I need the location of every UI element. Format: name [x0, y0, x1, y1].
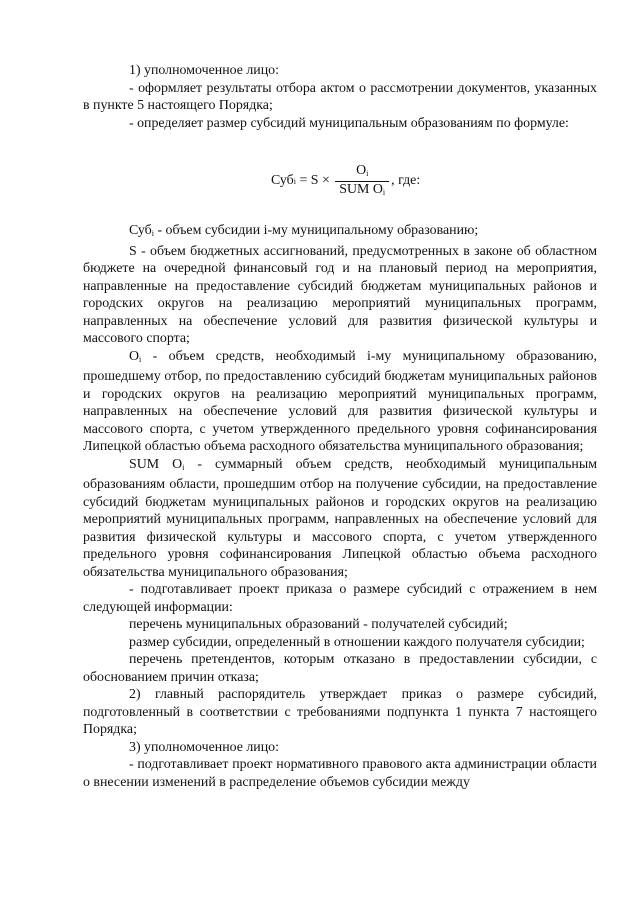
paragraph-3: - определяет размер субсидий муниципальным образованиям по формуле:	[129, 115, 569, 131]
formula-equals: = S ×	[295, 173, 334, 188]
paragraph-order: - подготавливает проект приказа о размере субсидий с отражением в нем следующей информации:	[83, 582, 597, 615]
paragraph-approval: 2) главный распорядитель утверждает приказ о размере субсидий, подготовленный в соответствии с требованиями подпункта 1 пункта 7 настоящего Порядка;	[83, 687, 597, 737]
paragraph-draft: - подготавливает проект нормативного правового акта администрации области о внесении изменений в распределение объемов субсидии между	[83, 757, 597, 790]
paragraph-amount: размер субсидии, определенный в отношении каждого получателя субсидии;	[129, 634, 585, 650]
paragraph-authorized: 3) уполномоченное лицо:	[129, 739, 279, 755]
formula-tail: , где:	[391, 173, 421, 188]
definition-s: S - объем бюджетных ассигнований, предусмотренных в законе об областном бюджете на очередной финансовый год и на плановый период на мероприятия, направленные на предоставление субсидий бюджетам муниципальных районов и городских округов на реализацию мероприятий муниципальных программ, направленных на обеспечение условий для развития физической культуры и массового спорта;	[83, 243, 597, 346]
paragraph-1: 1) уполномоченное лицо:	[129, 63, 279, 78]
formula-fraction	[335, 163, 389, 200]
subsidy-formula	[271, 163, 420, 199]
paragraph-2: - оформляет результаты отбора актом о рассмотрении документов, указанных в пункте 5 настоящего Порядка;	[83, 80, 597, 113]
formula-block	[83, 132, 597, 222]
formula-lhs-index: i	[293, 176, 296, 186]
paragraph-refused: перечень претендентов, которым отказано в предоставлении субсидии, с обоснованием причин отказа;	[83, 652, 597, 685]
formula-numerator: $O_i$	[356, 162, 369, 178]
formula-denominator: SUM $O_i$	[335, 181, 389, 200]
definition-sub: Суб$_i$ - объем субсидии i-му муниципальному образованию;	[129, 223, 479, 238]
document-body	[83, 62, 597, 791]
definition-o: $O_i$ - объем средств, необходимый i-му муниципальному образованию, прошедшему отбор, по предоставлению субсидий бюджетам муниципальных районов и городских округов на реализацию мероприятий муниципальных программ, направленных на обеспечение условий для развития физической культуры и массового спорта, с учетом утвержденного предельного уровня софинансирования Липецкой областью объема расходного обязательства муниципального образования;	[83, 348, 597, 454]
formula-lhs: Суб	[271, 173, 294, 188]
definition-sum-o: SUM $O_i$ - суммарный объем средств, необходимый муниципальным образованиям области, прошедшим отбор на получение субсидии, на предоставление субсидий бюджетам муниципальных районов и городских округов на реализацию мероприятий муниципальных программ, направленных на обеспечение условий для развития физической культуры и массового спорта, с учетом утвержденного предельного уровня софинансирования Липецкой областью объема расходного обязательства муниципального образования;	[83, 456, 597, 580]
paragraph-recipients: перечень муниципальных образований - получателей субсидий;	[129, 617, 508, 632]
